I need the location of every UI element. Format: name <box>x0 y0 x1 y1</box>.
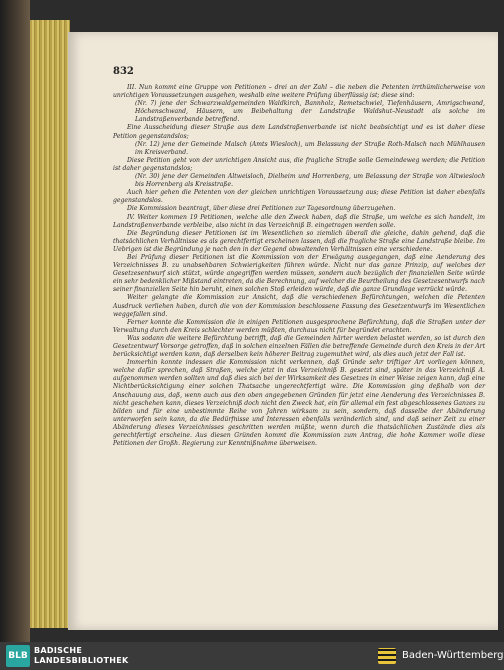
page-number: 832 <box>113 66 134 77</box>
paragraph: Eine Ausscheidung dieser Straße aus dem Landstraßenverbande ist nicht beabsichtigt und es ist daher diese Petition gegenstandslos; <box>113 124 485 140</box>
paragraph: Weiter gelangte die Kommission zur Ansicht, daß die verschiedenen Befürchtungen, welchen die Petenten Ausdruck verliehen haben, durch die von der Kommission beschlossene Fassung des Gesetzentwurfs im Wesentlichen weggefallen sind. <box>113 294 485 318</box>
state-name[interactable]: Baden-Württemberg <box>402 650 504 661</box>
blb-logo[interactable]: BLB <box>6 645 30 667</box>
library-name[interactable] <box>34 646 129 666</box>
document-page <box>68 32 498 630</box>
paragraph: Diese Petition geht von der unrichtigen Ansicht aus, die fragliche Straße solle Gemeindeweg werden; die Petition ist daher gegenstandslos; <box>113 156 485 172</box>
coat-of-arms-icon <box>378 648 396 664</box>
page-edges <box>30 20 70 628</box>
paragraph: Die Kommission beantragt, über diese drei Petitionen zur Tagesordnung überzugehen. <box>127 205 396 213</box>
paragraph: Die Begründung dieser Petitionen ist im Wesentlichen so ziemlich überall die gleiche, dahin gehend, daß die thatsächlichen Verhältnisse es als gerechtfertigt erscheinen lassen, daß die fragliche Straße eine Landstraße bleibe. Im Uebrigen ist die Begründung je nach den in der Gegend obwaltenden Verhältnissen eine verschiedene. <box>113 229 485 253</box>
paragraph: Bei Prüfung dieser Petitionen ist die Kommission von der Erwägung ausgegangen, daß eine Aenderung des Verzeichnisses B. zu unabsehbaren Schwierigkeiten führen würde. Nicht nur das ganze Prinzip, auf welches der Gesetzesentwurf sich stützt, würde angegriffen werden müssen, sondern auch bezüglich der finanziellen Seite würde ein sehr bedenklicher Mißstand eintreten, da die Berechnung, auf welcher die Beurtheilung des Gesetzesentwurfs nach seiner finanziellen Seite hin beruht, einen solchen Stoß erleiden würde, daß die ganze Grundlage verrückt würde. <box>113 253 485 294</box>
book-spine <box>0 0 30 642</box>
paragraph: (Nr. 7) jene der Schwarzwaldgemeinden Waldkirch, Bannholz, Remetschwiel, Tiefenhäusern, Amrigschwand, Höchenschwand, Häusern, um Beibehaltung der Landstraße Waldshut–Neustadt als solche im Landstraßenverbande betreffend. <box>135 100 485 124</box>
viewer-footer <box>0 642 504 670</box>
paragraph: Ferner konnte die Kommission die in einigen Petitionen ausgesprochene Befürchtung, daß die Straßen unter der Verwaltung durch den Kreis schlechter werden müßten, durchaus nicht für begründet erachten. <box>113 318 485 334</box>
library-name-line1: BADISCHE <box>34 646 83 655</box>
paragraph: (Nr. 12) jene der Gemeinde Malsch (Amts Wiesloch), um Belassung der Straße Roth-Malsch nach Mühlhausen im Kreisverband. <box>135 140 485 156</box>
paragraph: III. Nun kommt eine Gruppe von Petitionen – drei an der Zahl – die neben die Petenten irrthümlicherweise von unrichtigen Voraussetzungen ausgehen, weshalb eine weitere Prüfung überflüssig ist; diese sind: <box>113 84 485 100</box>
body-text <box>113 84 485 448</box>
paragraph: Auch hier gehen die Petenten von der gleichen unrichtigen Voraussetzung aus; diese Petition ist daher ebenfalls gegenstandslos. <box>113 189 485 205</box>
paragraph: Was sodann die weitere Befürchtung betrifft, daß die Gemeinden härter werden belastet werden, so ist durch den Gesetzentwurf Vorsorge getroffen, daß in solchen einzelnen Fällen die betreffende Gemeinde durch den Kreis in der Art berücksichtigt werden kann, daß derselben kein höherer Beitrag zugemuthet wird, als dies auch jetzt der Fall ist. <box>113 334 486 359</box>
paragraph: IV. Weiter kommen 19 Petitionen, welche alle den Zweck haben, daß die Straße, um welche es sich handelt, im Landstraßenverbande verbleibe, also nicht in das Verzeichniß B. eingetragen werden solle. <box>113 213 485 229</box>
paragraph: Immerhin konnte indessen die Kommission nicht verkennen, daß Gründe sehr triftiger Art vorliegen können, welche dafür sprechen, daß Straßen, welche jetzt in das Verzeichniß B. gesetzt sind, später in das Verzeichniß A. aufgenommen werden sollten und daß dies sich bei der Wirksamkeit des Gesetzes in einer Weise zeigen kann, daß eine Nichtberücksichtigung einer solchen Thatsache ungerechtfertigt wäre. Die Kommission ging deßhalb von der Anschauung aus, daß, wenn auch aus den oben angegebenen Gründen für jetzt eine Aenderung des Verzeichnisses B. nicht geschehen kann, dieses Verzeichniß doch nicht den Zweck hat, ein für allemal ein fest abgeschlossenes Ganzes zu bilden und für eine unbestimmte Reihe von Jahren wirksam zu sein, sondern, daß dasselbe der Abänderung unterworfen sein kann, da die Bedürfnisse und Interessen ebenfalls veränderlich sind, und daß seiner Zeit zu einer Abänderung dieses Verzeichnisses geschritten werden müßte, wenn durch die thatsächlichen Zustände dies als gerechtfertigt erscheine. Aus diesen Gründen kommt die Kommission zum Antrag, die hohe Kammer wolle diese Petitionen der Großh. Regierung zur Kenntnißnahme überweisen. <box>113 359 485 448</box>
library-name-line2: LANDESBIBLIOTHEK <box>34 656 129 665</box>
paragraph: (Nr. 30) jene der Gemeinden Altweisloch, Dielheim und Horrenberg, um Belassung der Straße von Altwiesloch bis Horrenberg als Kreisstraße. <box>135 173 485 189</box>
